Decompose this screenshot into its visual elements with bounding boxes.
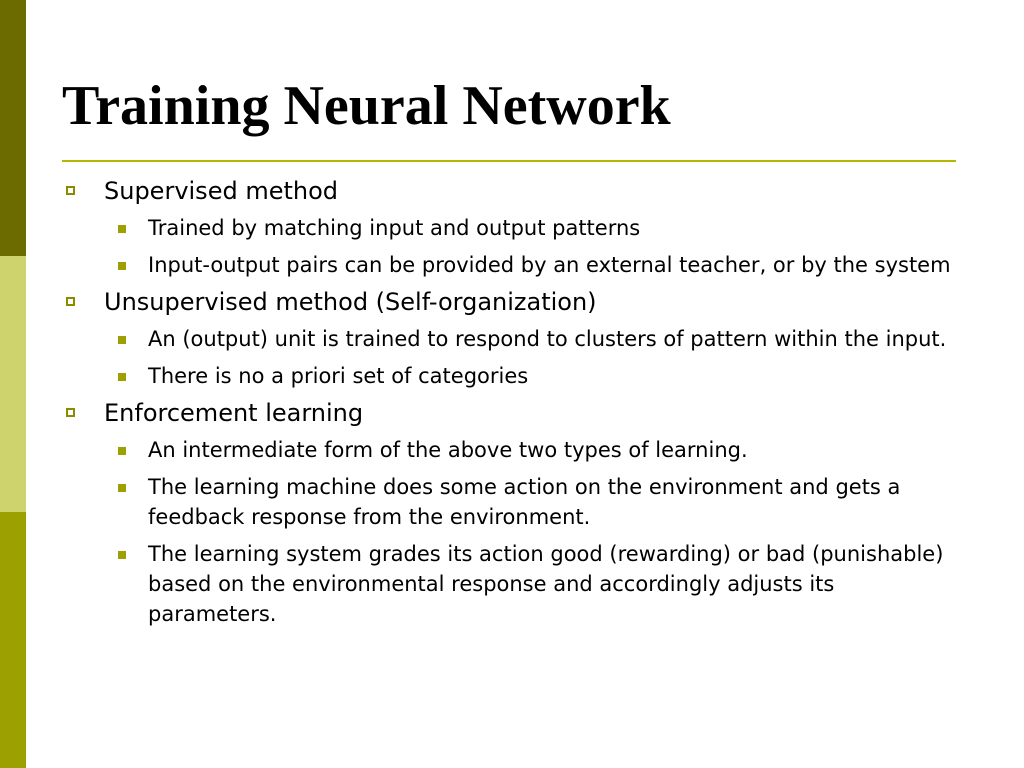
sub-bullet-text: Input-output pairs can be provided by an external teacher, or by the system	[148, 253, 951, 277]
title-underline-rule	[62, 160, 956, 162]
bullet-text: Supervised method	[104, 177, 338, 205]
sub-bullet-list	[104, 324, 962, 391]
bullet-text: Enforcement learning	[104, 399, 364, 427]
slide-content	[62, 176, 962, 636]
filled-square-bullet-icon	[118, 225, 126, 233]
sub-bullet-text: The learning system grades its action good (rewarding) or bad (punishable) based on the environmental response and accordingly adjusts its parameters.	[148, 542, 944, 626]
sub-bullet-list	[104, 435, 962, 629]
sub-bullet-item	[104, 472, 962, 532]
filled-square-bullet-icon	[118, 262, 126, 270]
sub-bullet-item	[104, 213, 962, 243]
sidebar-segment-mid	[0, 512, 26, 768]
filled-square-bullet-icon	[118, 447, 126, 455]
sub-bullet-item	[104, 324, 962, 354]
filled-square-bullet-icon	[118, 551, 126, 559]
bullet-item	[62, 287, 962, 391]
bullet-item	[62, 398, 962, 629]
hollow-square-bullet-icon	[66, 408, 75, 417]
hollow-square-bullet-icon	[66, 186, 75, 195]
sub-bullet-text: The learning machine does some action on the environment and gets a feedback response from the environment.	[148, 475, 901, 529]
sidebar-accent-bar	[0, 0, 26, 768]
bullet-list	[62, 176, 962, 629]
bullet-text: Unsupervised method (Self-organization)	[104, 288, 597, 316]
sub-bullet-item	[104, 250, 962, 280]
sub-bullet-text: Trained by matching input and output patterns	[148, 216, 641, 240]
filled-square-bullet-icon	[118, 373, 126, 381]
sidebar-segment-dark	[0, 0, 26, 256]
sub-bullet-text: An intermediate form of the above two types of learning.	[148, 438, 748, 462]
sub-bullet-item	[104, 361, 962, 391]
slide-title: Training Neural Network	[62, 75, 671, 137]
sub-bullet-text: There is no a priori set of categories	[148, 364, 529, 388]
filled-square-bullet-icon	[118, 336, 126, 344]
sub-bullet-text: An (output) unit is trained to respond to clusters of pattern within the input.	[148, 327, 947, 351]
hollow-square-bullet-icon	[66, 297, 75, 306]
sidebar-segment-light	[0, 256, 26, 512]
sub-bullet-list	[104, 213, 962, 280]
filled-square-bullet-icon	[118, 484, 126, 492]
sub-bullet-item	[104, 435, 962, 465]
bullet-item	[62, 176, 962, 280]
sub-bullet-item	[104, 539, 962, 629]
